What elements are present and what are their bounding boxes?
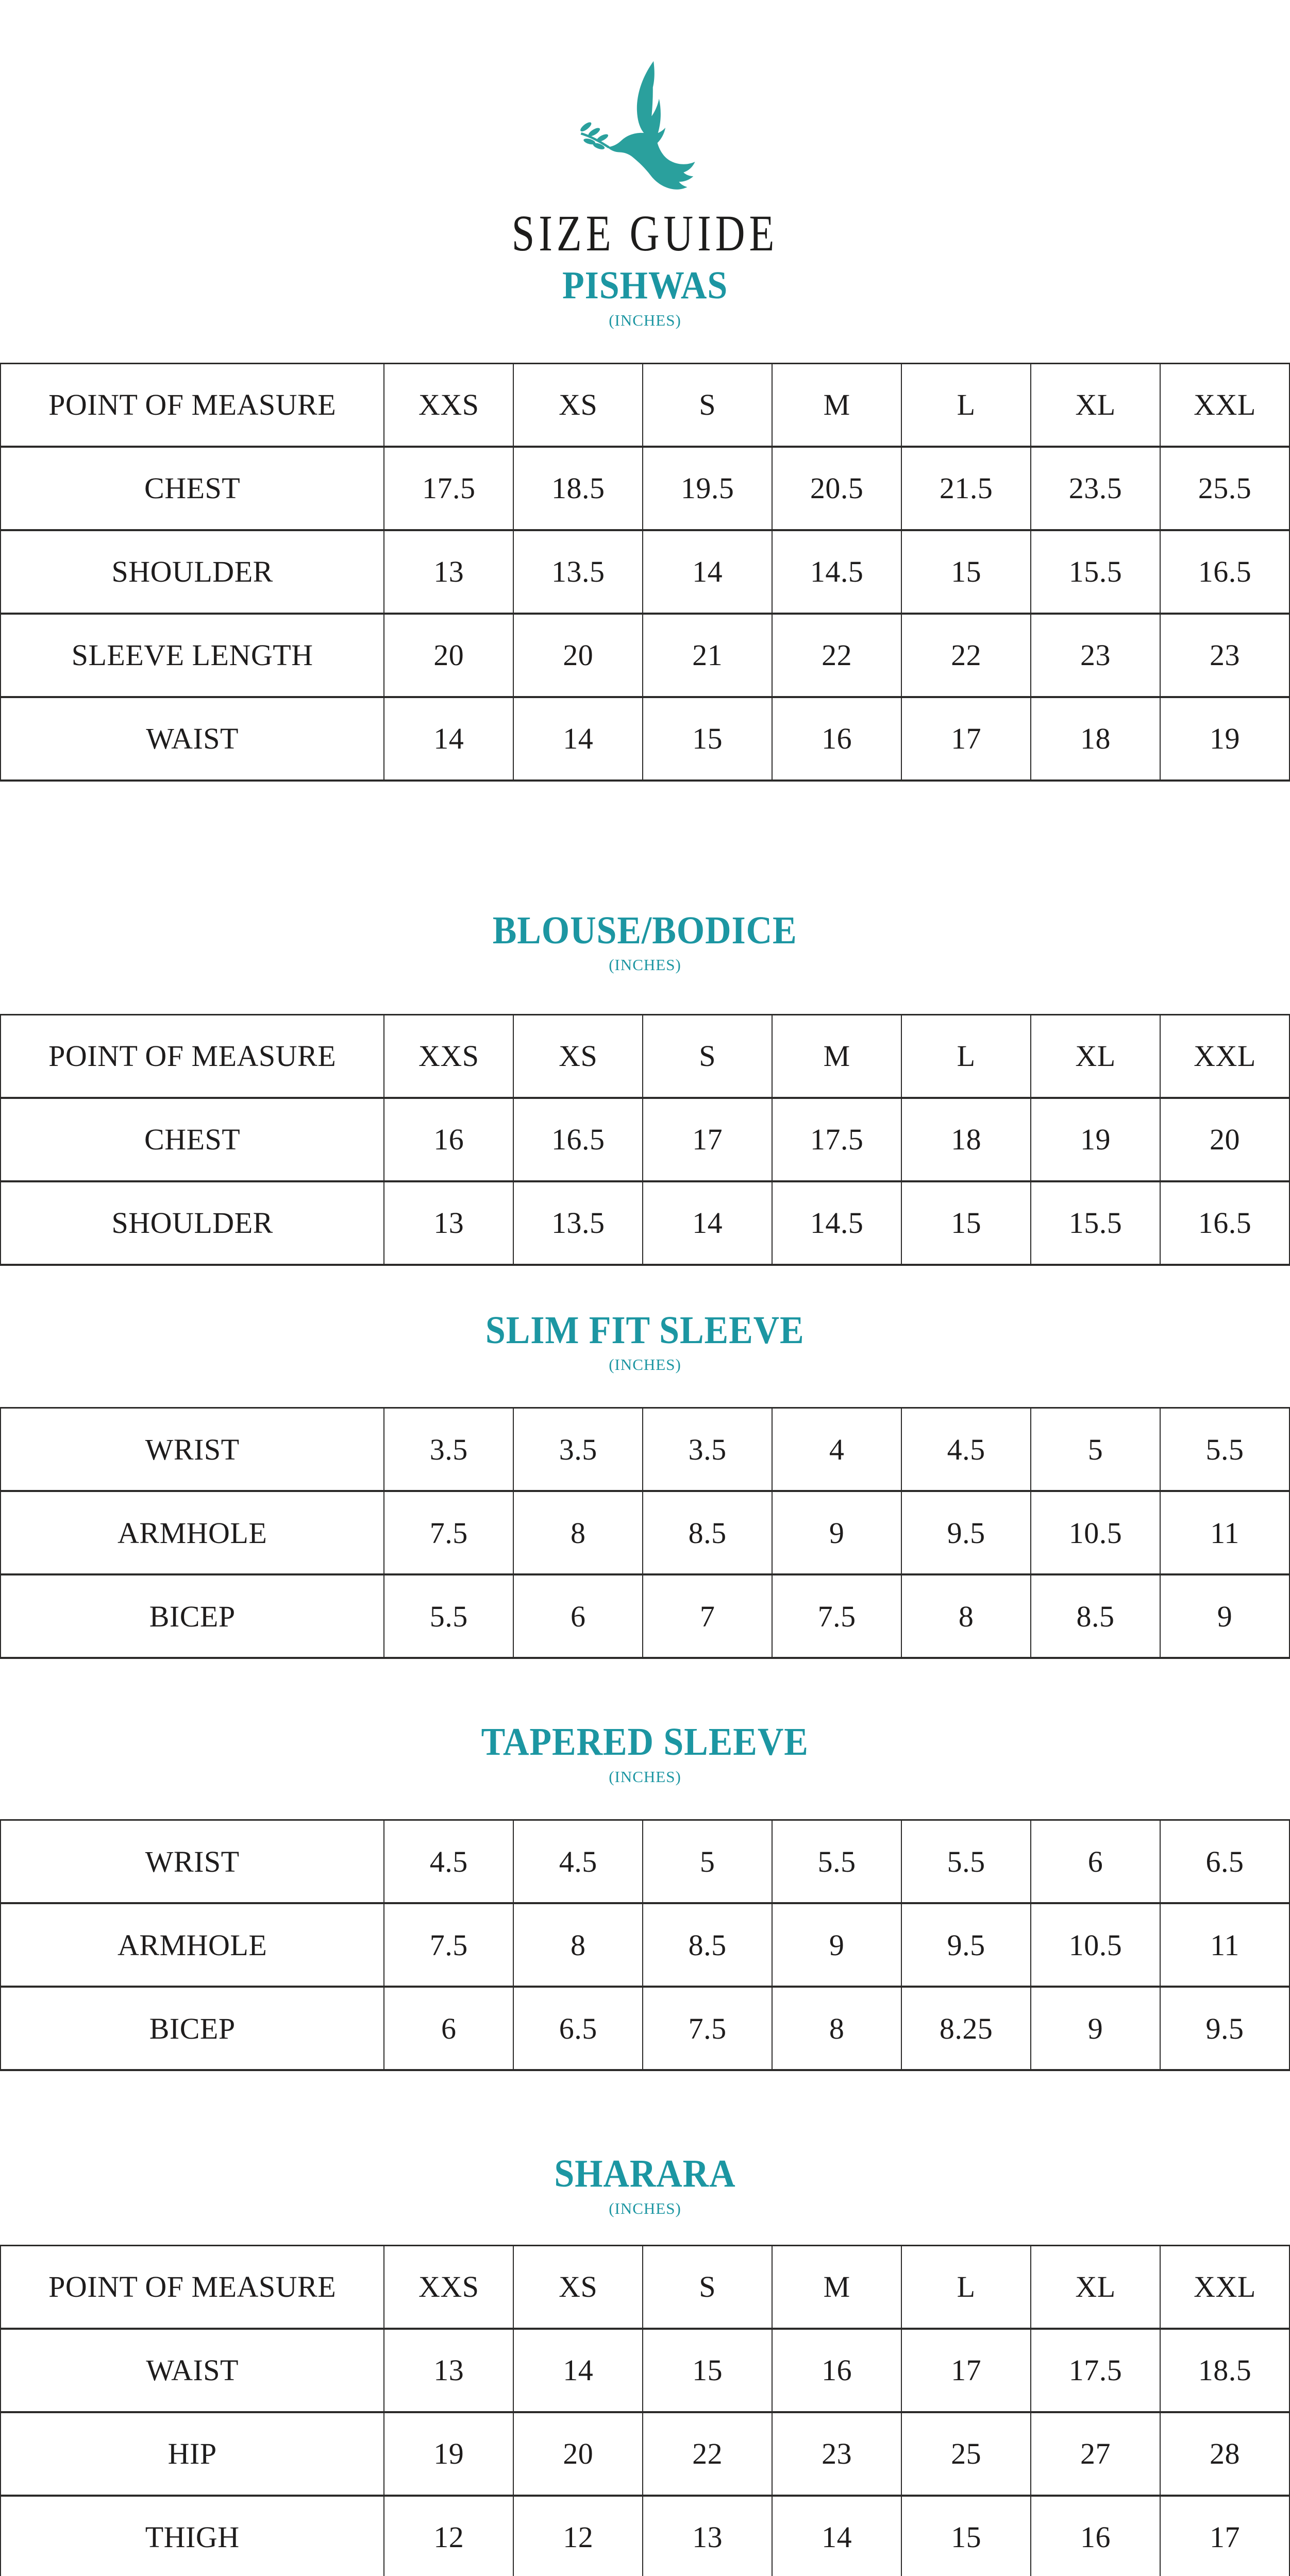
measurement-cell: 5.5 [1160,1408,1289,1492]
header-size-label: XXS [384,2245,513,2329]
header-size-label: XL [1031,1014,1160,1098]
measurement-cell: 7.5 [384,1903,513,1987]
table-row [1,2496,1289,2576]
measurement-cell: 9 [772,1491,901,1574]
measurement-cell: 17.5 [384,447,513,530]
measurement-cell: 9.5 [1160,1987,1289,2070]
measurement-cell: 5.5 [384,1574,513,1658]
size-table-slim-fit-sleeve [0,1407,1290,1659]
measurement-cell: 13 [384,2329,513,2412]
measurement-cell: 25.5 [1160,447,1289,530]
section-sharara [0,2153,1290,2576]
measurement-cell: 4.5 [901,1408,1031,1492]
measurement-cell: 8.5 [1031,1574,1160,1658]
measurement-cell: 10.5 [1031,1903,1160,1987]
measurement-cell: 20 [513,2412,643,2496]
measurement-cell: 11 [1160,1491,1289,1574]
dove-logo-icon [544,60,746,198]
measurement-cell: 5.5 [901,1820,1031,1904]
measurement-cell: 15 [643,697,772,781]
measurement-cell: 16 [1031,2496,1160,2576]
measurement-cell: 13 [643,2496,772,2576]
measurement-cell: 28 [1160,2412,1289,2496]
measurement-cell: 4.5 [513,1820,643,1904]
measurement-cell: 9 [772,1903,901,1987]
measurement-cell: 4.5 [384,1820,513,1904]
measurement-cell: 15 [901,1181,1031,1265]
row-label: ARMHOLE [118,1928,267,1962]
row-label: SLEEVE LENGTH [71,638,313,672]
measurement-cell: 20 [513,614,643,697]
measurement-cell: 22 [901,614,1031,697]
header-size-label: XL [1031,2245,1160,2329]
measurement-cell: 15.5 [1031,530,1160,614]
measurement-cell: 23 [1160,614,1289,697]
header-size-label: M [772,363,901,447]
measurement-cell: 8.25 [901,1987,1031,2070]
header-size-label: M [772,2245,901,2329]
table-row [1,530,1289,614]
table-row [1,697,1289,781]
header-size-label: XXS [384,363,513,447]
measurement-cell: 19 [1160,697,1289,781]
measurement-cell: 8 [513,1491,643,1574]
row-label: WRIST [145,1432,240,1466]
table-header-row [1,363,1289,447]
measurement-cell: 14.5 [772,1181,901,1265]
header-size-label: M [772,1014,901,1098]
section-subtitle: (INCHES) [609,1767,681,1786]
header-point-of-measure: POINT OF MEASURE [48,1039,337,1073]
row-label: SHOULDER [111,1206,273,1240]
measurement-cell: 18 [901,1098,1031,1181]
row-label: BICEP [149,1599,236,1633]
header-size-label: L [901,2245,1031,2329]
table-row [1,1574,1289,1658]
measurement-cell: 8 [772,1987,901,2070]
measurement-cell: 8 [513,1903,643,1987]
measurement-cell: 5.5 [772,1820,901,1904]
table-row [1,1098,1289,1181]
measurement-cell: 15 [643,2329,772,2412]
header-size-label: S [643,363,772,447]
measurement-cell: 16 [384,1098,513,1181]
measurement-cell: 14 [513,697,643,781]
size-table-pishwas [0,363,1290,782]
table-row [1,1987,1289,2070]
measurement-cell: 16.5 [1160,1181,1289,1265]
size-table-tapered-sleeve [0,1819,1290,2071]
logo-title-text: SIZE GUIDE [511,205,779,262]
measurement-cell: 23 [772,2412,901,2496]
measurement-cell: 12 [384,2496,513,2576]
measurement-cell: 12 [513,2496,643,2576]
measurement-cell: 14 [513,2329,643,2412]
measurement-cell: 19 [384,2412,513,2496]
measurement-cell: 6 [384,1987,513,2070]
measurement-cell: 14 [643,1181,772,1265]
table-row [1,2329,1289,2412]
measurement-cell: 18.5 [513,447,643,530]
measurement-cell: 19 [1031,1098,1160,1181]
table-header-row [1,1014,1289,1098]
measurement-cell: 17 [901,2329,1031,2412]
header-size-label: XS [513,1014,643,1098]
table-row [1,1491,1289,1574]
row-label: HIP [167,2437,217,2471]
header-size-label: XL [1031,363,1160,447]
table-row [1,1903,1289,1987]
measurement-cell: 20 [1160,1098,1289,1181]
measurement-cell: 21.5 [901,447,1031,530]
measurement-cell: 6 [513,1574,643,1658]
measurement-cell: 22 [643,2412,772,2496]
header-size-label: S [643,1014,772,1098]
section-title: PISHWAS [562,264,728,307]
measurement-cell: 14 [643,530,772,614]
row-label: CHEST [144,1123,241,1157]
measurement-cell: 3.5 [643,1408,772,1492]
measurement-cell: 7.5 [772,1574,901,1658]
measurement-cell: 18 [1031,697,1160,781]
measurement-cell: 15.5 [1031,1181,1160,1265]
section-subtitle: (INCHES) [609,311,681,329]
measurement-cell: 3.5 [513,1408,643,1492]
measurement-cell: 5 [643,1820,772,1904]
header-size-label: XXL [1160,1014,1289,1098]
measurement-cell: 17.5 [1031,2329,1160,2412]
measurement-cell: 9.5 [901,1491,1031,1574]
size-table-blouse-bodice [0,1014,1290,1266]
section-title: SHARARA [554,2152,736,2196]
measurement-cell: 6.5 [513,1987,643,2070]
measurement-cell: 6 [1031,1820,1160,1904]
measurement-cell: 7 [643,1574,772,1658]
measurement-cell: 10.5 [1031,1491,1160,1574]
measurement-cell: 8 [901,1574,1031,1658]
row-label: BICEP [149,2011,236,2045]
measurement-cell: 13.5 [513,1181,643,1265]
measurement-cell: 20 [384,614,513,697]
measurement-cell: 15 [901,2496,1031,2576]
measurement-cell: 15 [901,530,1031,614]
measurement-cell: 14.5 [772,530,901,614]
section-slim-fit-sleeve [0,1309,1290,1659]
row-label: WRIST [145,1844,240,1878]
row-label: CHEST [144,471,241,505]
measurement-cell: 16.5 [513,1098,643,1181]
measurement-cell: 4 [772,1408,901,1492]
section-subtitle: (INCHES) [609,956,681,974]
header-size-label: S [643,2245,772,2329]
table-row [1,1181,1289,1265]
measurement-cell: 13 [384,1181,513,1265]
measurement-cell: 5 [1031,1408,1160,1492]
measurement-cell: 16.5 [1160,530,1289,614]
section-pishwas [0,264,1290,782]
measurement-cell: 18.5 [1160,2329,1289,2412]
measurement-cell: 17 [901,697,1031,781]
measurement-cell: 8.5 [643,1903,772,1987]
row-label: SHOULDER [111,555,273,589]
header-size-label: XXL [1160,2245,1289,2329]
table-header-row [1,2245,1289,2329]
section-subtitle: (INCHES) [609,2199,681,2217]
measurement-cell: 14 [772,2496,901,2576]
measurement-cell: 11 [1160,1903,1289,1987]
header-size-label: L [901,363,1031,447]
measurement-cell: 27 [1031,2412,1160,2496]
brand-header [0,0,1290,260]
measurement-cell: 14 [384,697,513,781]
measurement-cell: 16 [772,697,901,781]
table-row [1,447,1289,530]
table-row [1,614,1289,697]
row-label: WAIST [146,722,239,756]
measurement-cell: 7.5 [384,1491,513,1574]
measurement-cell: 23.5 [1031,447,1160,530]
measurement-cell: 20.5 [772,447,901,530]
measurement-cell: 8.5 [643,1491,772,1574]
measurement-cell: 17.5 [772,1098,901,1181]
measurement-cell: 9 [1031,1987,1160,2070]
measurement-cell: 7.5 [643,1987,772,2070]
measurement-cell: 3.5 [384,1408,513,1492]
table-row [1,1408,1289,1492]
measurement-cell: 9 [1160,1574,1289,1658]
table-row [1,1820,1289,1904]
measurement-cell: 17 [1160,2496,1289,2576]
measurement-cell: 6.5 [1160,1820,1289,1904]
logo-title [0,206,1290,260]
section-blouse-bodice [0,909,1290,1266]
measurement-cell: 17 [643,1098,772,1181]
measurement-cell: 23 [1031,614,1160,697]
measurement-cell: 21 [643,614,772,697]
section-tapered-sleeve [0,1721,1290,2071]
row-label: WAIST [146,2353,239,2387]
header-size-label: XXL [1160,363,1289,447]
section-title: SLIM FIT SLEEVE [485,1308,805,1352]
measurement-cell: 13 [384,530,513,614]
section-title: TAPERED SLEEVE [481,1720,809,1764]
header-point-of-measure: POINT OF MEASURE [48,388,337,422]
measurement-cell: 25 [901,2412,1031,2496]
table-row [1,2412,1289,2496]
measurement-cell: 13.5 [513,530,643,614]
measurement-cell: 19.5 [643,447,772,530]
header-size-label: XS [513,2245,643,2329]
measurement-cell: 9.5 [901,1903,1031,1987]
section-title: BLOUSE/BODICE [493,908,797,952]
measurement-cell: 16 [772,2329,901,2412]
section-subtitle: (INCHES) [609,1355,681,1374]
measurement-cell: 22 [772,614,901,697]
header-point-of-measure: POINT OF MEASURE [48,2270,337,2304]
size-table-sharara [0,2245,1290,2576]
row-label: THIGH [145,2520,240,2554]
header-size-label: XXS [384,1014,513,1098]
header-size-label: L [901,1014,1031,1098]
row-label: ARMHOLE [118,1516,267,1550]
header-size-label: XS [513,363,643,447]
